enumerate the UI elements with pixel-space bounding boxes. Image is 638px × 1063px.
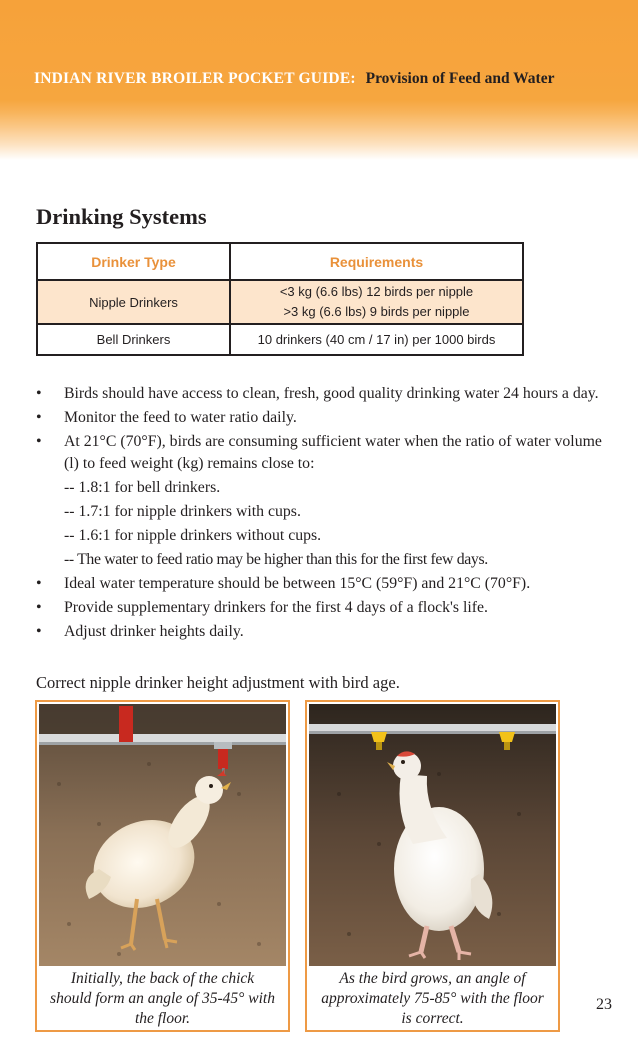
photo-caption: Initially, the back of the chick should form an angle of 35-45° with the floor.: [50, 970, 275, 1027]
table-row: [37, 324, 523, 355]
photo-card-grown-bird: [305, 700, 560, 1032]
list-item: • At 21°C (70°F), birds are consuming sufficient water when the ratio of water volume (l) to feed weight (kg) remains close to:: [36, 431, 606, 475]
page-number: 23: [596, 996, 612, 1013]
page-heading: Drinking Systems: [36, 204, 207, 229]
figure-intro: Correct nipple drinker height adjustment with bird age.: [36, 673, 400, 692]
guidance-list: [36, 383, 606, 645]
section-title: Provision of Feed and Water: [365, 70, 555, 87]
list-item: • Provide supplementary drinkers for the first 4 days of a flock's life.: [36, 597, 606, 619]
sub-list-item: -- 1.8:1 for bell drinkers.: [64, 479, 221, 496]
list-item: • Adjust drinker heights daily.: [36, 621, 606, 643]
list-item: • Monitor the feed to water ratio daily.: [36, 407, 606, 429]
sub-list-item: -- 1.7:1 for nipple drinkers with cups.: [64, 503, 301, 520]
running-header: [34, 70, 554, 88]
list-item: • Ideal water temperature should be between 15°C (59°F) and 21°C (70°F).: [36, 573, 606, 595]
sub-list-item: -- 1.6:1 for nipple drinkers without cups.: [64, 527, 322, 544]
chick-photo-icon: [39, 704, 286, 966]
drinker-requirements-table: [36, 242, 524, 356]
photo-card-chick: [35, 700, 290, 1032]
guide-title: INDIAN RIVER BROILER POCKET GUIDE:: [34, 70, 356, 87]
column-header-requirements: Requirements: [230, 243, 523, 280]
requirements-cell: 10 drinkers (40 cm / 17 in) per 1000 birds: [230, 324, 523, 355]
requirements-cell: [230, 280, 523, 324]
requirement-line: >3 kg (6.6 lbs) 9 birds per nipple: [283, 304, 470, 319]
sub-list-item: -- The water to feed ratio may be higher than this for the first few days.: [64, 551, 488, 568]
column-header-drinker-type: Drinker Type: [37, 243, 230, 280]
photo-caption: As the bird grows, an angle of approximately 75-85° with the floor is correct.: [321, 970, 544, 1027]
requirement-line: <3 kg (6.6 lbs) 12 birds per nipple: [279, 284, 474, 299]
drinker-type-cell: Nipple Drinkers: [37, 280, 230, 324]
list-item: • Birds should have access to clean, fresh, good quality drinking water 24 hours a day.: [36, 383, 606, 405]
grown-bird-photo-icon: [309, 704, 556, 966]
drinker-type-cell: Bell Drinkers: [37, 324, 230, 355]
table-row: [37, 280, 523, 324]
